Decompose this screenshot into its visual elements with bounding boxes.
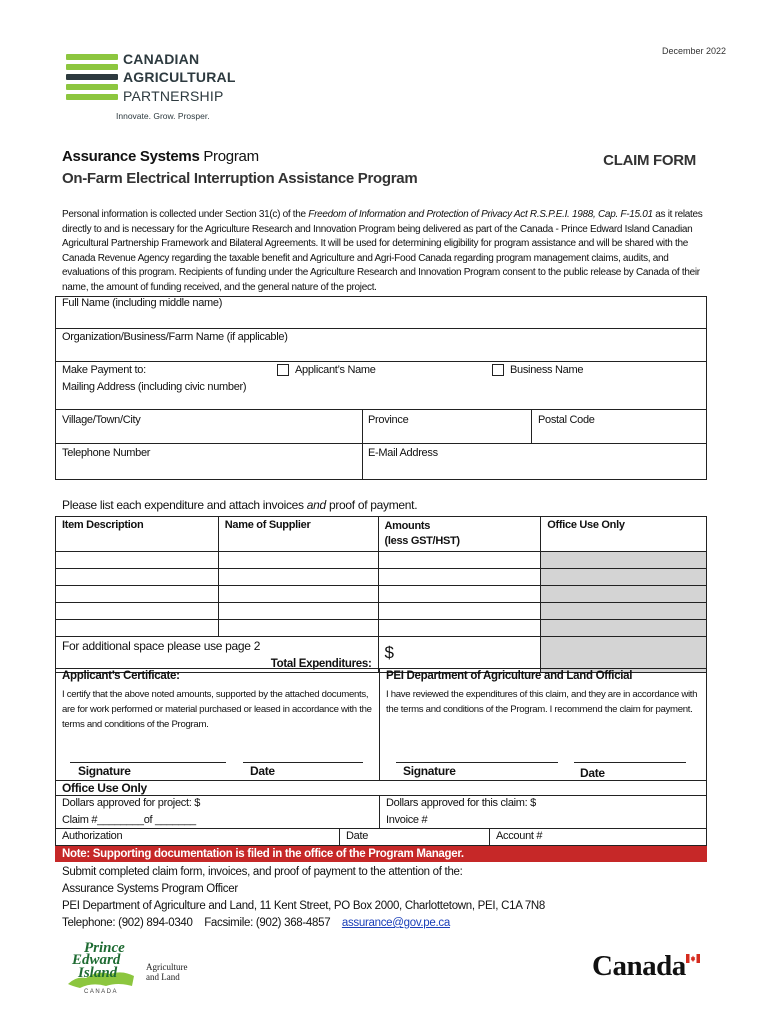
office-use-title: Office Use Only — [62, 781, 147, 795]
additional-space-note: For additional space please use page 2 — [62, 639, 261, 653]
claim-form-heading: CLAIM FORM — [603, 152, 696, 169]
item-cell[interactable] — [56, 603, 219, 620]
amount-cell[interactable] — [378, 552, 541, 569]
official-date-label: Date — [580, 766, 605, 780]
pei-word-canada: CANADA — [84, 989, 119, 995]
amount-cell[interactable] — [378, 586, 541, 603]
logo-stripe — [66, 84, 118, 90]
approved-claim-label: Dollars approved for this claim: $ — [386, 797, 536, 809]
submit-address: PEI Department of Agriculture and Land, 11 Kent Street, PO Box 2000, Charlottetown, PEI, C1A 7N8 — [62, 900, 546, 912]
program-subtitle: On-Farm Electrical Interruption Assistance Program — [62, 170, 418, 187]
pei-word-prince: Prince — [84, 940, 125, 956]
office-cell — [541, 586, 707, 603]
submit-instructions — [62, 864, 545, 932]
mailing-address-label: Mailing Address (including civic number) — [62, 381, 247, 393]
item-cell[interactable] — [56, 552, 219, 569]
instruction-and: and — [306, 498, 326, 512]
privacy-text-post: as it relates directly to and is necessary for the Agriculture Research and Innovation Program being delivered as part of the Canada - Prince Edward Island Canadian Agricultural Partnership Framework and Bilateral Agreements. It will be used for determining eligibility for program assistance and will be shared with the Canada Revenue Agency regarding the taxable benefit and Agriculture and Agri-Food Canada regarding program management claims, audits, and evaluations of this program. Recipients of funding under the Agriculture Research and Innovation Program consent to the public release by Canada of their name, the amount of funding received, and the general nature of the project. — [62, 209, 703, 293]
applicant-date-line[interactable] — [243, 762, 363, 763]
applicant-name-checkbox[interactable] — [277, 364, 289, 376]
full-name-label: Full Name (including middle name) — [62, 297, 223, 309]
program-title-rest: Program — [199, 148, 259, 165]
table-header-row — [56, 517, 707, 552]
email-link[interactable]: assurance@gov.pe.ca — [341, 917, 450, 929]
table-row — [56, 552, 707, 569]
pei-word-island: Island — [78, 965, 118, 981]
supplier-cell[interactable] — [218, 552, 378, 569]
table-row — [56, 603, 707, 620]
business-name-label: Business Name — [510, 364, 584, 376]
official-certificate-title: PEI Department of Agriculture and Land Official — [386, 670, 633, 682]
col-amounts-line2: (less GST/HST) — [384, 535, 460, 547]
submit-contact — [62, 915, 545, 932]
col-office-use: Office Use Only — [541, 517, 707, 552]
invoice-label: Invoice # — [386, 814, 428, 826]
supplier-cell[interactable] — [218, 603, 378, 620]
instruction-post: proof of payment. — [325, 498, 418, 512]
amount-cell[interactable] — [378, 620, 541, 637]
applicant-certificate-text: I certify that the above noted amounts, supported by the attached documents, are for work performed or material purchased or leased in accordance with the terms and conditions of the Program. — [62, 689, 372, 730]
program-title — [62, 148, 259, 165]
table-row — [56, 569, 707, 586]
flag-graphic — [686, 954, 700, 963]
office-date-label: Date — [346, 830, 369, 842]
department-line1: Agriculture — [146, 962, 188, 972]
office-cell — [541, 552, 707, 569]
province-label: Province — [368, 414, 409, 426]
office-cell — [541, 620, 707, 637]
col-amounts-line1: Amounts — [384, 520, 431, 532]
instruction-pre: Please list each expenditure and attach invoices — [62, 498, 307, 512]
organization-label: Organization/Business/Farm Name (if applicable) — [62, 331, 288, 343]
business-name-checkbox[interactable] — [492, 364, 504, 376]
official-date-line[interactable] — [574, 762, 686, 763]
applicant-certificate-title: Applicant’s Certificate: — [62, 670, 180, 682]
logo-text-canadian: CANADIAN — [123, 51, 200, 67]
submit-officer: Assurance Systems Program Officer — [62, 883, 238, 895]
total-amount-cell[interactable]: $ — [378, 637, 541, 673]
item-cell[interactable] — [56, 620, 219, 637]
table-row — [56, 620, 707, 637]
department-name — [146, 962, 187, 982]
office-cell — [541, 603, 707, 620]
logo-tagline: Innovate. Grow. Prosper. — [116, 111, 210, 121]
logo-stripe — [66, 54, 118, 60]
submit-line1: Submit completed claim form, invoices, and proof of payment to the attention of the: — [62, 866, 463, 878]
total-expenditures-label: Total Expenditures: — [270, 658, 372, 670]
table-row — [56, 586, 707, 603]
approved-project-label: Dollars approved for project: $ — [62, 797, 201, 809]
logo-stripe — [66, 64, 118, 70]
fax-number: Facsimile: (902) 368-4857 — [204, 917, 331, 929]
official-signature-label: Signature — [403, 764, 456, 778]
supplier-cell[interactable] — [218, 586, 378, 603]
logo-stripe — [66, 74, 118, 80]
office-use-title-row — [55, 780, 707, 796]
canada-wordmark: Canada — [592, 950, 686, 982]
account-label: Account # — [496, 830, 543, 842]
col-amounts — [378, 517, 541, 552]
applicant-name-label: Applicant’s Name — [295, 364, 376, 376]
col-item-description: Item Description — [56, 517, 219, 552]
supporting-documentation-note: Note: Supporting documentation is filed in the office of the Program Manager. — [55, 846, 707, 862]
postal-code-label: Postal Code — [538, 414, 595, 426]
claim-number-label: Claim #________of _______ — [62, 814, 196, 826]
supplier-cell[interactable] — [218, 620, 378, 637]
pei-logo — [62, 940, 142, 998]
official-certificate-text: I have reviewed the expenditures of this claim, and they are in accordance with the terms and conditions of the Program. I recommend the claim for payment. — [386, 689, 698, 715]
make-payment-label: Make Payment to: — [62, 364, 146, 376]
item-cell[interactable] — [56, 569, 219, 586]
expenditure-instruction — [62, 498, 417, 512]
pei-word-edward: Edward — [72, 952, 121, 968]
amount-cell[interactable] — [378, 569, 541, 586]
logo-text-partnership: PARTNERSHIP — [123, 88, 224, 104]
privacy-notice — [62, 208, 718, 296]
official-signature-line[interactable] — [396, 762, 558, 763]
applicant-signature-label: Signature — [78, 764, 131, 778]
program-title-bold: Assurance Systems — [62, 148, 200, 165]
privacy-text-pre: Personal information is collected under Section 31(c) of the — [62, 209, 309, 220]
applicant-signature-line[interactable] — [70, 762, 226, 763]
applicant-date-label: Date — [250, 764, 275, 778]
logo-text-agricultural: AGRICULTURAL — [123, 69, 236, 85]
privacy-act-name: Freedom of Information and Protection of Privacy Act R.S.P.E.I. 1988, Cap. F-15.01 — [308, 209, 653, 220]
office-cell — [541, 569, 707, 586]
canada-flag-icon — [686, 950, 700, 959]
authorization-label: Authorization — [62, 830, 123, 842]
email-label: E-Mail Address — [368, 447, 438, 459]
expenditure-table — [55, 516, 707, 673]
village-label: Village/Town/City — [62, 414, 141, 426]
form-date: December 2022 — [661, 46, 726, 56]
cap-logo — [66, 51, 236, 127]
item-cell[interactable] — [56, 586, 219, 603]
col-name-of-supplier: Name of Supplier — [218, 517, 378, 552]
amount-cell[interactable] — [378, 603, 541, 620]
supplier-cell[interactable] — [218, 569, 378, 586]
telephone-label: Telephone Number — [62, 447, 151, 459]
logo-stripe — [66, 94, 118, 100]
department-line2: and Land — [146, 972, 180, 982]
telephone-number: Telephone: (902) 894-0340 — [62, 917, 193, 929]
